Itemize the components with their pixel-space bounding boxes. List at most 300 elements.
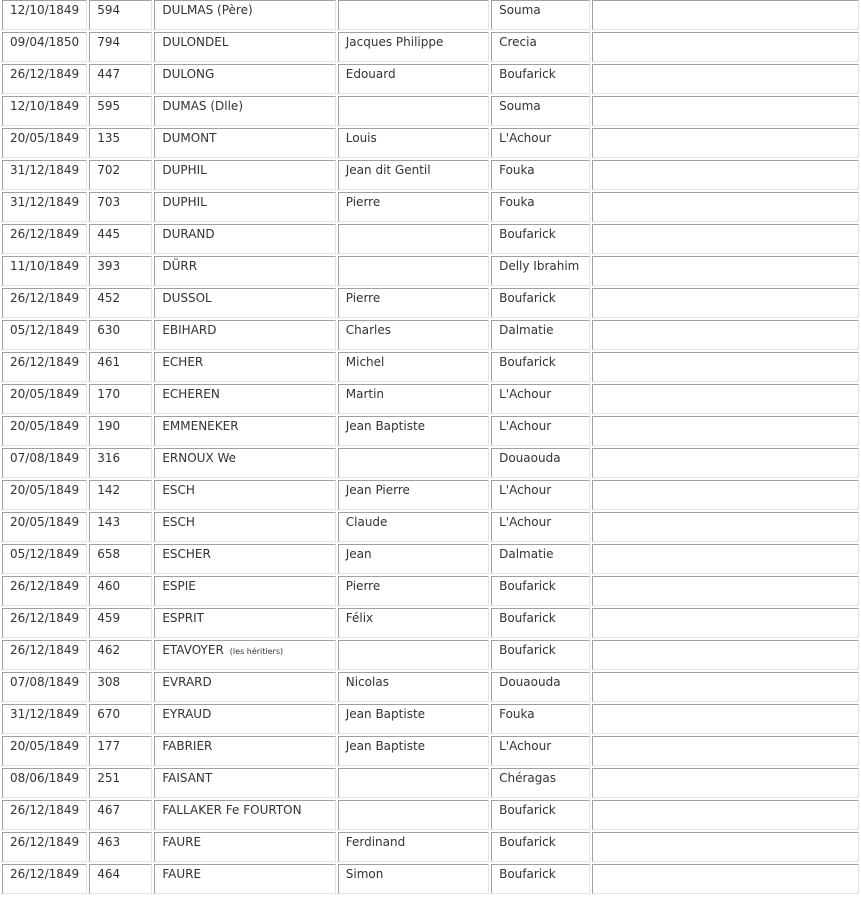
table-row	[2, 832, 859, 862]
number-cell	[89, 704, 152, 734]
place-text: Souma	[499, 99, 541, 113]
surname-text: ESCHER	[162, 547, 211, 561]
extra-cell	[592, 736, 859, 766]
date-cell	[2, 864, 87, 894]
date-text: 26/12/1849	[10, 867, 80, 881]
number-cell	[89, 512, 152, 542]
firstname-cell	[338, 768, 489, 798]
number-text: 447	[97, 67, 121, 81]
date-text: 12/10/1849	[10, 99, 80, 113]
table-row	[2, 96, 859, 126]
number-cell	[89, 160, 152, 190]
table-row	[2, 224, 859, 254]
date-cell	[2, 128, 87, 158]
number-text: 393	[97, 259, 121, 273]
firstname-cell	[338, 640, 489, 670]
date-text: 05/12/1849	[10, 547, 80, 561]
number-cell	[89, 576, 152, 606]
surname-cell	[154, 480, 335, 510]
number-text: 794	[97, 35, 121, 49]
place-cell	[491, 608, 590, 638]
date-text: 26/12/1849	[10, 579, 80, 593]
number-text: 595	[97, 99, 121, 113]
firstname-cell	[338, 672, 489, 702]
place-cell	[491, 480, 590, 510]
date-cell	[2, 448, 87, 478]
date-cell	[2, 96, 87, 126]
firstname-cell	[338, 160, 489, 190]
surname-cell	[154, 704, 335, 734]
surname-cell	[154, 736, 335, 766]
firstname-text: Jean Pierre	[345, 483, 410, 497]
place-text: Chéragas	[499, 771, 556, 785]
date-text: 20/05/1849	[10, 419, 80, 433]
place-text: L'Achour	[499, 131, 552, 145]
date-cell	[2, 672, 87, 702]
number-cell	[89, 480, 152, 510]
table-row	[2, 160, 859, 190]
number-text: 658	[97, 547, 121, 561]
place-text: Boufarick	[499, 643, 556, 657]
surname-cell	[154, 512, 335, 542]
date-text: 26/12/1849	[10, 803, 80, 817]
surname-text: DÜRR	[162, 259, 198, 273]
firstname-cell	[338, 448, 489, 478]
surname-text: FAURE	[162, 867, 202, 881]
extra-cell	[592, 128, 859, 158]
firstname-cell	[338, 480, 489, 510]
number-cell	[89, 544, 152, 574]
extra-cell	[592, 512, 859, 542]
place-cell	[491, 640, 590, 670]
number-cell	[89, 672, 152, 702]
number-text: 308	[97, 675, 121, 689]
extra-cell	[592, 800, 859, 830]
date-cell	[2, 640, 87, 670]
date-cell	[2, 512, 87, 542]
place-text: Boufarick	[499, 291, 556, 305]
place-cell	[491, 160, 590, 190]
extra-cell	[592, 768, 859, 798]
firstname-text: Félix	[345, 611, 374, 625]
firstname-text: Charles	[345, 323, 391, 337]
number-cell	[89, 384, 152, 414]
date-text: 12/10/1849	[10, 3, 80, 17]
number-text: 251	[97, 771, 121, 785]
surname-text: ERNOUX We	[162, 451, 237, 465]
surname-text: DURAND	[162, 227, 215, 241]
table-row	[2, 544, 859, 574]
number-cell	[89, 640, 152, 670]
number-cell	[89, 448, 152, 478]
place-cell	[491, 32, 590, 62]
date-text: 07/08/1849	[10, 675, 80, 689]
surname-cell	[154, 384, 335, 414]
extra-cell	[592, 96, 859, 126]
place-text: Boufarick	[499, 227, 556, 241]
table-row	[2, 64, 859, 94]
place-text: Souma	[499, 3, 541, 17]
date-cell	[2, 256, 87, 286]
firstname-cell	[338, 704, 489, 734]
surname-text: ESPIE	[162, 579, 196, 593]
date-text: 07/08/1849	[10, 451, 80, 465]
date-cell	[2, 736, 87, 766]
firstname-text: Louis	[345, 131, 377, 145]
number-text: 190	[97, 419, 121, 433]
table-row	[2, 736, 859, 766]
table-row	[2, 640, 859, 670]
date-cell	[2, 320, 87, 350]
table-row	[2, 608, 859, 638]
place-cell	[491, 0, 590, 30]
firstname-text: Pierre	[345, 195, 381, 209]
surname-cell	[154, 544, 335, 574]
number-cell	[89, 96, 152, 126]
place-text: Delly Ibrahim	[499, 259, 580, 273]
extra-cell	[592, 64, 859, 94]
extra-cell	[592, 544, 859, 574]
place-text: Crecia	[499, 35, 537, 49]
extra-cell	[592, 192, 859, 222]
place-text: L'Achour	[499, 483, 552, 497]
number-cell	[89, 800, 152, 830]
extra-cell	[592, 160, 859, 190]
surname-cell	[154, 160, 335, 190]
table-row	[2, 512, 859, 542]
place-cell	[491, 832, 590, 862]
firstname-text: Michel	[345, 355, 385, 369]
date-cell	[2, 576, 87, 606]
surname-text: FALLAKER Fe FOURTON	[162, 803, 302, 817]
date-text: 26/12/1849	[10, 643, 80, 657]
date-cell	[2, 352, 87, 382]
number-text: 702	[97, 163, 121, 177]
place-cell	[491, 512, 590, 542]
date-text: 26/12/1849	[10, 611, 80, 625]
extra-cell	[592, 672, 859, 702]
number-cell	[89, 128, 152, 158]
date-text: 20/05/1849	[10, 515, 80, 529]
date-text: 20/05/1849	[10, 387, 80, 401]
number-text: 177	[97, 739, 121, 753]
table-row	[2, 800, 859, 830]
place-text: Boufarick	[499, 835, 556, 849]
number-text: 170	[97, 387, 121, 401]
surname-cell	[154, 416, 335, 446]
date-cell	[2, 832, 87, 862]
surname-cell	[154, 576, 335, 606]
firstname-text: Jean Baptiste	[345, 707, 426, 721]
surname-cell	[154, 192, 335, 222]
place-text: Fouka	[499, 195, 535, 209]
surname-cell	[154, 0, 335, 30]
place-cell	[491, 448, 590, 478]
surname-text: ETAVOYER	[162, 643, 224, 657]
table-row	[2, 416, 859, 446]
number-cell	[89, 224, 152, 254]
firstname-cell	[338, 256, 489, 286]
firstname-text: Jean	[345, 547, 372, 561]
place-text: L'Achour	[499, 515, 552, 529]
date-text: 26/12/1849	[10, 227, 80, 241]
table-row	[2, 448, 859, 478]
place-text: Douaouda	[499, 675, 561, 689]
register-body	[2, 0, 859, 894]
surname-text: DUPHIL	[162, 195, 207, 209]
place-cell	[491, 256, 590, 286]
number-text: 461	[97, 355, 121, 369]
firstname-text: Jacques Philippe	[345, 35, 444, 49]
surname-cell	[154, 768, 335, 798]
firstname-cell	[338, 416, 489, 446]
firstname-text: Nicolas	[345, 675, 389, 689]
number-text: 670	[97, 707, 121, 721]
surname-text: DULONG	[162, 67, 215, 81]
firstname-text: Pierre	[345, 291, 381, 305]
number-cell	[89, 352, 152, 382]
table-row	[2, 0, 859, 30]
place-cell	[491, 64, 590, 94]
place-text: Boufarick	[499, 355, 556, 369]
firstname-text: Pierre	[345, 579, 381, 593]
firstname-text: Ferdinand	[345, 835, 406, 849]
table-row	[2, 480, 859, 510]
surname-cell	[154, 864, 335, 894]
date-cell	[2, 768, 87, 798]
date-text: 31/12/1849	[10, 163, 80, 177]
place-text: Fouka	[499, 707, 535, 721]
firstname-text: Simon	[345, 867, 384, 881]
firstname-cell	[338, 128, 489, 158]
number-cell	[89, 832, 152, 862]
extra-cell	[592, 224, 859, 254]
surname-text: DUMONT	[162, 131, 217, 145]
surname-cell	[154, 64, 335, 94]
place-cell	[491, 768, 590, 798]
surname-text: ESCH	[162, 515, 195, 529]
date-text: 11/10/1849	[10, 259, 80, 273]
table-row	[2, 32, 859, 62]
surname-cell	[154, 128, 335, 158]
surname-text: DUSSOL	[162, 291, 212, 305]
number-text: 445	[97, 227, 121, 241]
extra-cell	[592, 576, 859, 606]
surname-cell	[154, 320, 335, 350]
table-row	[2, 128, 859, 158]
place-cell	[491, 800, 590, 830]
number-text: 135	[97, 131, 121, 145]
date-text: 05/12/1849	[10, 323, 80, 337]
place-text: Fouka	[499, 163, 535, 177]
extra-cell	[592, 832, 859, 862]
extra-cell	[592, 640, 859, 670]
number-text: 316	[97, 451, 121, 465]
number-cell	[89, 320, 152, 350]
extra-cell	[592, 864, 859, 894]
firstname-cell	[338, 832, 489, 862]
date-text: 31/12/1849	[10, 195, 80, 209]
number-cell	[89, 288, 152, 318]
date-cell	[2, 0, 87, 30]
place-cell	[491, 96, 590, 126]
place-cell	[491, 384, 590, 414]
extra-cell	[592, 32, 859, 62]
firstname-cell	[338, 864, 489, 894]
table-row	[2, 704, 859, 734]
place-cell	[491, 288, 590, 318]
firstname-cell	[338, 608, 489, 638]
table-row	[2, 864, 859, 894]
number-text: 463	[97, 835, 121, 849]
date-cell	[2, 32, 87, 62]
number-cell	[89, 64, 152, 94]
firstname-text: Jean Baptiste	[345, 739, 426, 753]
extra-cell	[592, 384, 859, 414]
number-text: 460	[97, 579, 121, 593]
number-text: 467	[97, 803, 121, 817]
number-text: 462	[97, 643, 121, 657]
surname-note: (les héritiers)	[229, 647, 284, 656]
surname-text: FAISANT	[162, 771, 213, 785]
extra-cell	[592, 480, 859, 510]
extra-cell	[592, 608, 859, 638]
table-row	[2, 672, 859, 702]
firstname-cell	[338, 96, 489, 126]
extra-cell	[592, 352, 859, 382]
firstname-cell	[338, 544, 489, 574]
place-cell	[491, 736, 590, 766]
number-cell	[89, 192, 152, 222]
date-text: 26/12/1849	[10, 355, 80, 369]
date-text: 26/12/1849	[10, 67, 80, 81]
surname-cell	[154, 96, 335, 126]
place-text: Boufarick	[499, 803, 556, 817]
surname-cell	[154, 640, 335, 670]
table-row	[2, 352, 859, 382]
date-cell	[2, 544, 87, 574]
table-row	[2, 576, 859, 606]
date-cell	[2, 64, 87, 94]
surname-text: DULMAS (Père)	[162, 3, 253, 17]
place-text: L'Achour	[499, 739, 552, 753]
place-text: Dalmatie	[499, 547, 554, 561]
number-cell	[89, 256, 152, 286]
firstname-text: Martin	[345, 387, 385, 401]
table-row	[2, 288, 859, 318]
number-text: 630	[97, 323, 121, 337]
firstname-text: Jean Baptiste	[345, 419, 426, 433]
date-cell	[2, 480, 87, 510]
place-text: Boufarick	[499, 67, 556, 81]
place-cell	[491, 192, 590, 222]
extra-cell	[592, 416, 859, 446]
surname-text: EBIHARD	[162, 323, 217, 337]
date-cell	[2, 384, 87, 414]
number-cell	[89, 0, 152, 30]
number-cell	[89, 864, 152, 894]
surname-cell	[154, 800, 335, 830]
extra-cell	[592, 0, 859, 30]
firstname-text: Jean dit Gentil	[345, 163, 431, 177]
place-cell	[491, 704, 590, 734]
extra-cell	[592, 256, 859, 286]
firstname-cell	[338, 384, 489, 414]
firstname-cell	[338, 576, 489, 606]
surname-text: DUMAS (Dlle)	[162, 99, 243, 113]
place-cell	[491, 224, 590, 254]
date-text: 20/05/1849	[10, 739, 80, 753]
number-cell	[89, 736, 152, 766]
firstname-cell	[338, 352, 489, 382]
firstname-cell	[338, 736, 489, 766]
firstname-cell	[338, 320, 489, 350]
place-cell	[491, 544, 590, 574]
place-cell	[491, 128, 590, 158]
date-cell	[2, 224, 87, 254]
date-cell	[2, 288, 87, 318]
firstname-cell	[338, 0, 489, 30]
date-text: 08/06/1849	[10, 771, 80, 785]
firstname-cell	[338, 192, 489, 222]
date-cell	[2, 704, 87, 734]
number-text: 703	[97, 195, 121, 209]
firstname-cell	[338, 288, 489, 318]
place-text: Boufarick	[499, 867, 556, 881]
extra-cell	[592, 320, 859, 350]
surname-cell	[154, 672, 335, 702]
surname-text: ECHER	[162, 355, 204, 369]
surname-text: FABRIER	[162, 739, 213, 753]
place-text: L'Achour	[499, 387, 552, 401]
number-cell	[89, 32, 152, 62]
surname-text: DUPHIL	[162, 163, 207, 177]
surname-cell	[154, 832, 335, 862]
number-cell	[89, 608, 152, 638]
surname-text: EYRAUD	[162, 707, 212, 721]
place-cell	[491, 416, 590, 446]
place-cell	[491, 320, 590, 350]
firstname-cell	[338, 64, 489, 94]
surname-text: EVRARD	[162, 675, 212, 689]
date-text: 20/05/1849	[10, 131, 80, 145]
date-text: 26/12/1849	[10, 835, 80, 849]
surname-cell	[154, 224, 335, 254]
table-row	[2, 768, 859, 798]
firstname-cell	[338, 32, 489, 62]
firstname-cell	[338, 224, 489, 254]
date-cell	[2, 800, 87, 830]
date-cell	[2, 608, 87, 638]
firstname-text: Edouard	[345, 67, 396, 81]
place-cell	[491, 672, 590, 702]
firstname-cell	[338, 800, 489, 830]
table-row	[2, 192, 859, 222]
surname-cell	[154, 608, 335, 638]
number-text: 143	[97, 515, 121, 529]
number-cell	[89, 768, 152, 798]
surname-text: ESCH	[162, 483, 195, 497]
date-text: 20/05/1849	[10, 483, 80, 497]
place-text: Boufarick	[499, 611, 556, 625]
place-cell	[491, 576, 590, 606]
surname-text: FAURE	[162, 835, 202, 849]
extra-cell	[592, 704, 859, 734]
surname-text: ESPRIT	[162, 611, 204, 625]
number-text: 142	[97, 483, 121, 497]
place-text: Douaouda	[499, 451, 561, 465]
extra-cell	[592, 448, 859, 478]
